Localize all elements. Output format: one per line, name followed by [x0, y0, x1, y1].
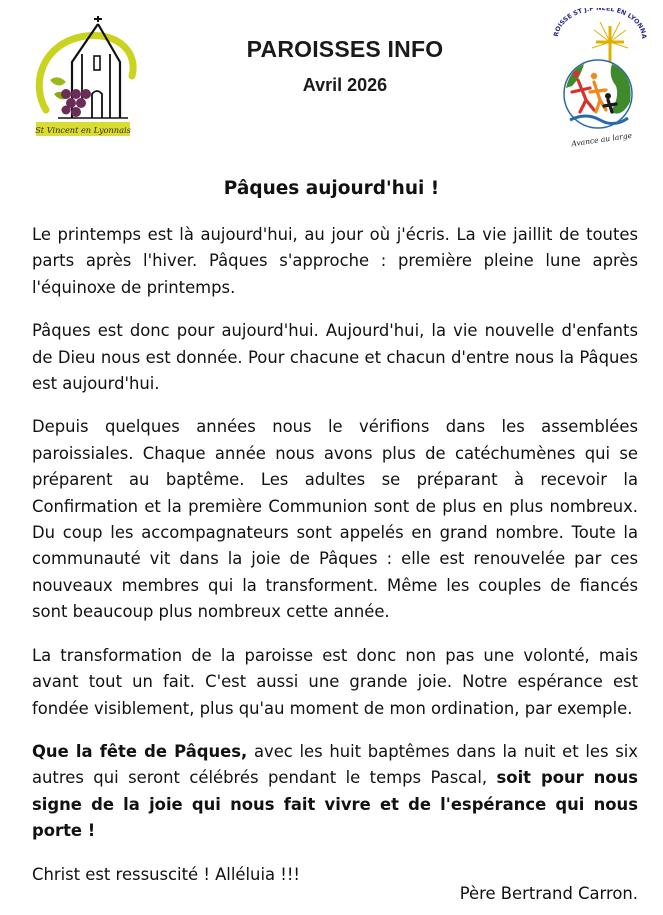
logo-left-caption: St Vincent en Lyonnais: [35, 125, 131, 135]
paragraph-3: Depuis quelques années nous le vérifions dans les assemblées paroissiales. Chaque année nous avons plus de catéchumènes qui se préparent au baptême. Les adultes se préparant à recevoir la Confirmation et la première Communion sont de plus en plus nombreux. Du coup les accompagnateurs sont appelés en grand nombre. Toute la communauté vit dans la joie de Pâques : elle est renouvelée par ces nouveaux membres qui la transforment. Même les couples de fiancés sont beaucoup plus nombreux cette année.: [32, 417, 638, 622]
closing-line: Christ est ressuscité ! Alléluia !!!: [32, 864, 300, 884]
paragraph-5-bold-start: Que la fête de Pâques,: [32, 741, 248, 761]
paragraph-5: [32, 739, 638, 845]
paragraph-5-bold-end: soit pour nous signe de la joie qui nous fait vivre et de l'espérance qui nous porte !: [32, 768, 639, 841]
article-body: [32, 222, 638, 905]
article-title: Pâques aujourd'hui !: [223, 178, 440, 199]
newsletter-title: PAROISSES INFO: [246, 36, 444, 62]
paragraph-1: Le printemps est là aujourd'hui, au jour où j'écris. La vie jaillit de toutes parts après l'hiver. Pâques s'approche : première pleine lune après l'équinoxe de printemps.: [32, 225, 638, 297]
paroisse-neel-logo: [550, 8, 648, 148]
saint-vincent-logo: [28, 14, 140, 138]
paragraph-2: Pâques est donc pour aujourd'hui. Aujourd'hui, la vie nouvelle d'enfants de Dieu nous est donnée. Pour chacune et chacun d'entre nous la Pâques est aujourd'hui.: [32, 321, 638, 394]
logo-right-arc-text: ROISSE ST J.P NEEL EN LYONNA: [552, 8, 648, 40]
paragraph-4: La transformation de la paroisse est donc non pas une volonté, mais avant tout un fait. C'est aussi une grande joie. Notre espérance est fondée visiblement, plus qu'au moment de mon ordination, par exemple.: [32, 645, 638, 718]
signature: Père Bertrand Carron.: [459, 884, 638, 903]
logo-right-motto: Avance au large: [570, 130, 633, 148]
paragraph-5-middle: avec les huit baptêmes dans la nuit et les six autres qui seront célébrés pendant le temps Pascal,: [32, 741, 638, 788]
svg-text:PAROISSE ST J.P NEEL EN LYONNA: [550, 8, 647, 39]
newsletter-date: Avril 2026: [302, 75, 388, 95]
newsletter-header: [150, 36, 540, 96]
